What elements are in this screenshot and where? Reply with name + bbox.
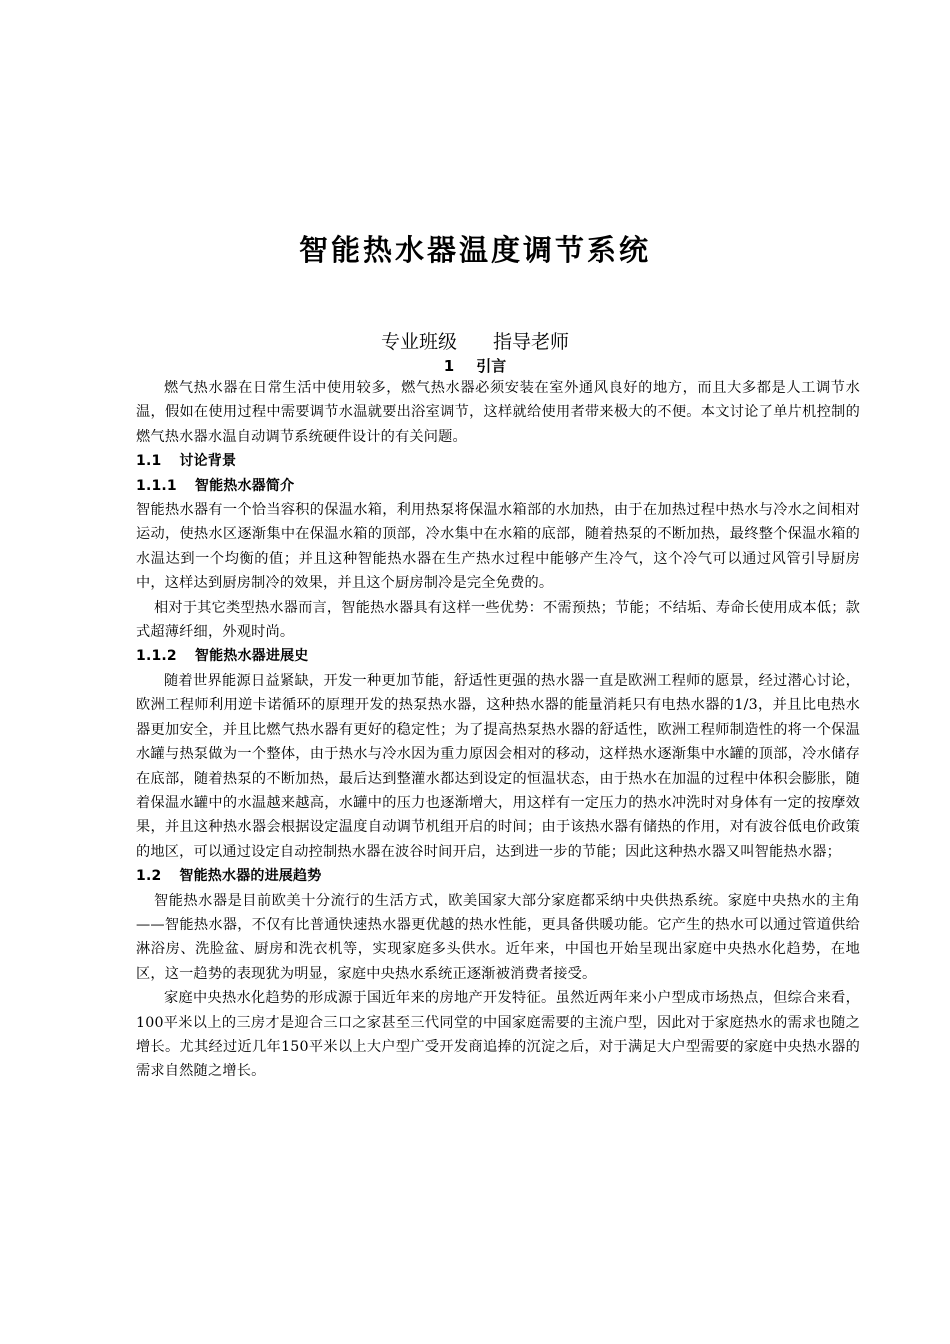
section-heading-1-2 <box>136 864 860 888</box>
section-heading-1-1-2 <box>136 644 860 668</box>
section-title: 智能热水器的进展趋势 <box>179 868 322 885</box>
section-number: 1.2 <box>136 868 162 885</box>
section-number: 1.1.2 <box>136 648 177 665</box>
section-title: 引言 <box>476 357 507 375</box>
section-number: 1.1 <box>136 453 162 470</box>
document-title: 智能热水器温度调节系统 <box>298 233 651 267</box>
section-heading-1 <box>0 355 950 376</box>
author-line <box>0 327 950 354</box>
intro-paragraph: 燃气热水器在日常生活中使用较多，燃气热水器必须安装在室外通风良好的地方，而且大多都是人工调节水温，假如在使用过程中需要调节水温就要出浴室调节，这样就给使用者带来极大的不便。本文讨论了单片机控制的燃气热水器水温自动调节系统硬件设计的有关问题。 <box>136 380 860 445</box>
paragraph-intro-1: 智能热水器有一个恰当容积的保温水箱，利用热泵将保温水箱部的水加热，由于在加热过程中热水与冷水之间相对运动，使热水区逐渐集中在保温水箱的顶部，冷水集中在水箱的底部，随着热泵的不断加热，最终整个保温水箱的水温达到一个均衡的值；并且这种智能热水器在生产热水过程中能够产生冷气，这个冷气可以通过风管引导厨房中，这样达到厨房制冷的效果，并且这个厨房制冷是完全免费的。 <box>136 502 860 592</box>
paragraph-trend-2: 家庭中央热水化趋势的形成源于国近年来的房地产开发特征。虽然近两年来小户型成市场热点，但综合来看，100平米以上的三房才是迎合三口之家甚至三代同堂的中国家庭需要的主流户型，因此对于家庭热水的需求也随之增长。尤其经过近几年150平米以上大户型广受开发商追捧的沉淀之后，对于满足大户型需要的家庭中央热水器的需求自然随之增长。 <box>136 990 860 1080</box>
section-number: 1 <box>443 357 455 375</box>
paragraph-intro-2: 相对于其它类型热水器而言，智能热水器具有这样一些优势：不需预热；节能；不结垢、寿命长使用成本低；款式超薄纤细，外观时尚。 <box>136 599 860 641</box>
class-label: 专业班级 <box>380 331 457 353</box>
paragraph-trend-1: 智能热水器是目前欧美十分流行的生活方式，欧美国家大部分家庭都采纳中央供热系统。家庭中央热水的主角——智能热水器，不仅有比普通快速热水器更优越的热水性能，更具备供暖功能。它产生的热水可以通过管道供给淋浴房、洗脸盆、厨房和洗衣机等，实现家庭多头供水。近年来，中国也开始呈现出家庭中央热水化趋势，在地区，这一趋势的表现犹为明显，家庭中央热水系统正逐渐被消费者接受。 <box>136 892 860 982</box>
section-title: 智能热水器进展史 <box>194 648 309 665</box>
section-heading-1-1-1 <box>136 474 860 498</box>
teacher-label: 指导老师 <box>493 331 570 353</box>
paragraph-history: 随着世界能源日益紧缺，开发一种更加节能，舒适性更强的热水器一直是欧洲工程师的愿景，经过潜心讨论，欧洲工程师利用逆卡诺循环的原理开发的热泵热水器，这种热水器的能量消耗只有电热水器的1/3，并且比电热水器更加安全，并且比燃气热水器有更好的稳定性；为了提高热泵热水器的舒适性，欧洲工程师制造性的将一个保温水罐与热泵做为一个整体，由于热水与冷水因为重力原因会相对的移动，这样热水逐渐集中水罐的顶部，冷水储存在底部，随着热泵的不断加热，最后达到整灌水都达到设定的恒温状态，由于热水在加温的过程中体积会膨胀，随着保温水罐中的水温越来越高，水罐中的压力也逐渐增大，用这样有一定压力的热水冲洗时对身体有一定的按摩效果，并且这种热水器会根据设定温度自动调节机组开启的时间；由于该热水器有储热的作用，对有波谷低电价政策的地区，可以通过设定自动控制热水器在波谷时间开启，达到进一步的节能；因此这种热水器又叫智能热水器； <box>136 672 860 860</box>
section-title: 讨论背景 <box>179 453 237 470</box>
section-number: 1.1.1 <box>136 477 177 494</box>
document-body <box>136 376 860 1084</box>
section-heading-1-1 <box>136 449 860 473</box>
section-title: 智能热水器简介 <box>194 477 295 494</box>
